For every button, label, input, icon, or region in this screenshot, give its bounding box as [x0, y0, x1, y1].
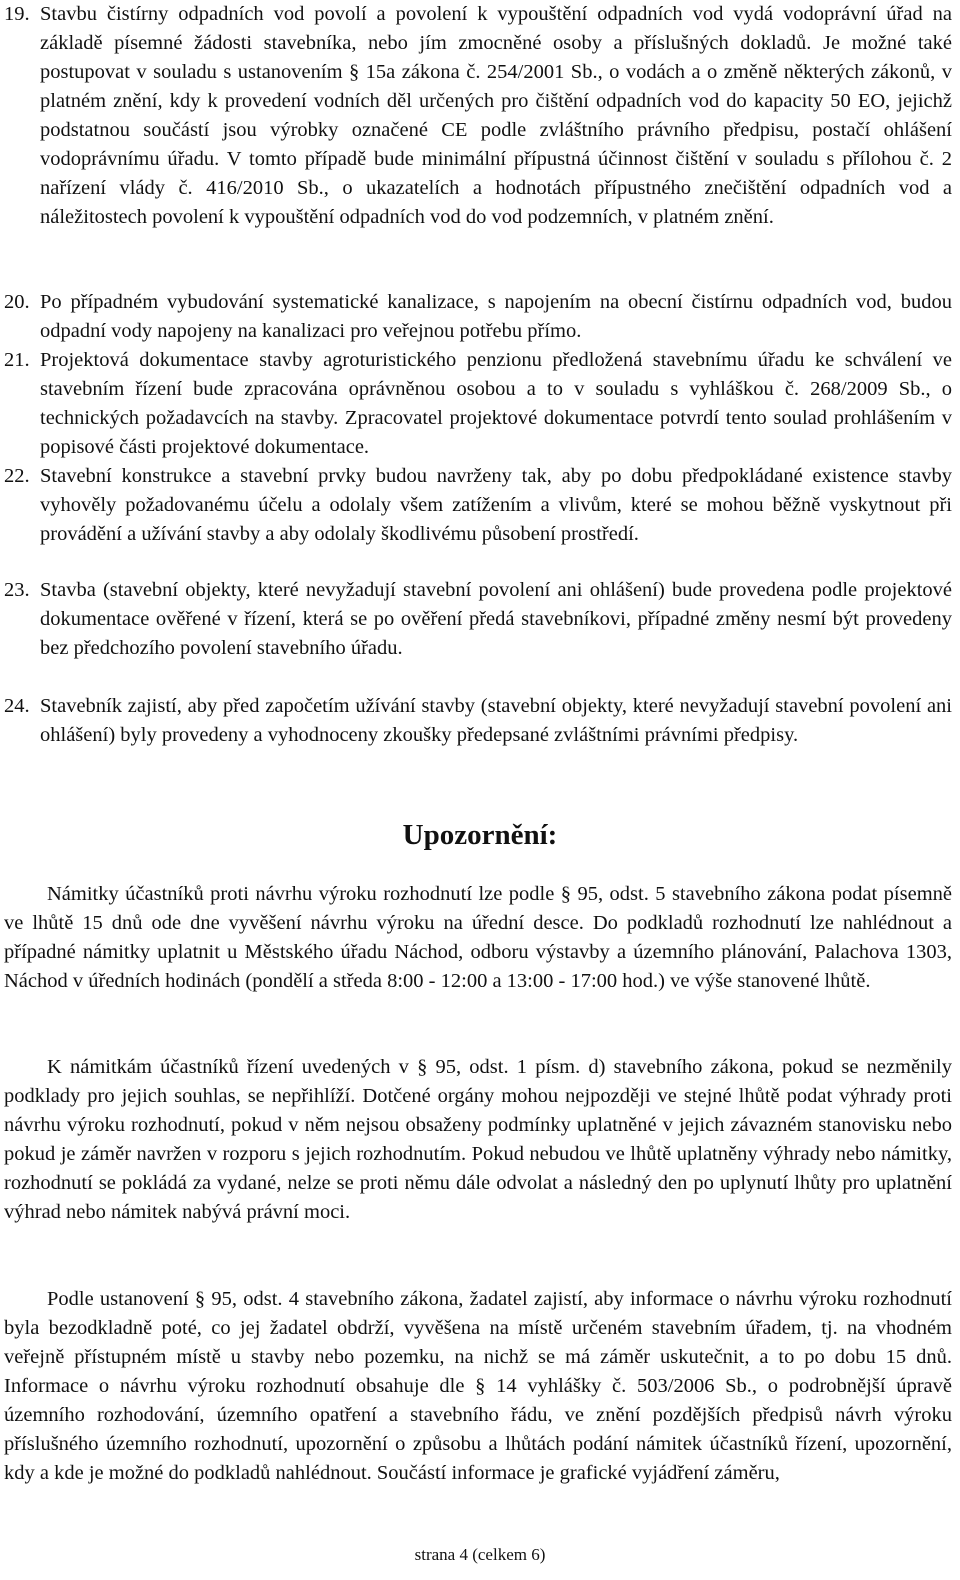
item-text: Po případném vybudování systematické kanalizace, s napojením na obecní čistírnu odpadních vod, budou odpadní vody napojeny na kanalizaci pro veřejnou potřebu přímo. [40, 291, 952, 342]
notice-paragraph-3: Podle ustanovení § 95, odst. 4 stavebního zákona, žadatel zajistí, aby informace o návrhu výroku rozhodnutí byla bezodkladně poté, co jej žadatel obdrží, vyvěšena na místě určeném stavebním úřadem, tj. na vhodném veřejně přístupném místě u stavby nebo pozemku, na nichž se má záměr uskutečnit, a to po dobu 15 dnů. Informace o návrhu výroku rozhodnutí obsahuje dle § 14 vyhlášky č. 503/2006 Sb., o podrobnější úpravě územního rozhodování, územního opatření a stavebního řádu, ve znění pozdějších předpisů návrh výroku příslušného územního rozhodnutí, upozornění o způsobu a lhůtách podání námitek účastníků řízení, upozornění, kdy a kde je možné do podkladů nahlédnout. Součástí informace je grafické vyjádření záměru, [4, 1288, 952, 1484]
condition-item-19 [0, 0, 952, 232]
item-number: 20. [4, 291, 30, 313]
item-number: 22. [4, 465, 30, 487]
item-number: 24. [4, 695, 30, 717]
item-number: 19. [4, 3, 30, 25]
condition-item-21 [0, 346, 952, 462]
item-number: 21. [4, 349, 30, 371]
condition-item-24 [0, 692, 952, 750]
condition-item-23 [0, 576, 952, 663]
item-number: 23. [4, 579, 30, 601]
item-text: Projektová dokumentace stavby agroturistického penzionu předložená stavebnímu úřadu ke schválení ve stavebním řízení bude zpracována oprávněnou osobou a to v souladu s vyhláškou č. 268/2009 Sb., o technických požadavcích na stavby. Zpracovatel projektové dokumentace potvrdí tento soulad prohlášením v popisové části projektové dokumentace. [40, 349, 952, 458]
page-number-footer: strana 4 (celkem 6) [414, 1545, 546, 1564]
item-text: Stavební konstrukce a stavební prvky budou navrženy tak, aby po dobu předpokládané existence stavby vyhověly požadovanému účelu a odolaly všem zatížením a vlivům, které se mohou běžně vyskytnout při provádění a užívání stavby a aby odolaly škodlivému působení prostředí. [40, 465, 952, 545]
item-text: Stavebník zajistí, aby před započetím užívání stavby (stavební objekty, které nevyžadují stavební povolení ani ohlášení) byly provedeny a vyhodnoceny zkoušky předepsané zvláštními právními předpisy. [40, 695, 952, 746]
item-text: Stavbu čistírny odpadních vod povolí a povolení k vypouštění odpadních vod vydá vodoprávní úřad na základě písemné žádosti stavebníka, nebo jím zmocněné osoby a příslušných dokladů. Je možné také postupovat v souladu s ustanovením § 15a zákona č. 254/2001 Sb., o vodách a o změně některých zákonů, v platném znění, kdy k provedení vodních děl určených pro čištění odpadních vod do kapacity 50 EO, jejichž podstatnou součástí jsou výrobky označené CE podle zvláštního právního předpisu, postačí ohlášení vodoprávnímu úřadu. V tomto případě bude minimální přípustná účinnost čištění v souladu s přílohou č. 2 nařízení vlády č. 416/2010 Sb., o ukazatelích a hodnotách přípustného znečištění odpadních vod a náležitostech povolení k vypouštění odpadních vod do vod podzemních, v platném znění. [40, 3, 952, 228]
condition-item-22 [0, 462, 952, 549]
notice-heading: Upozornění: [402, 819, 558, 851]
notice-paragraph-2: K námitkám účastníků řízení uvedených v § 95, odst. 1 písm. d) stavebního zákona, pokud se nezměnily podklady pro jejich souhlas, se nepřihlíží. Dotčené orgány mohou nejpozději ve stejné lhůtě podat výhrady proti návrhu výroku rozhodnutí, pokud v něm nejsou obsaženy podmínky uplatněné v jejich závazném stanovisku nebo pokud je záměr navržen v rozporu s jejich rozhodnutím. Pokud nebudou ve lhůtě uplatněny výhrady nebo námitky, rozhodnutí se pokládá za vydané, nelze se proti němu dále odvolat a následný den po uplynutí lhůty pro uplatnění výhrad nebo námitek nabývá právní moci. [4, 1056, 952, 1223]
item-text: Stavba (stavební objekty, které nevyžadují stavební povolení ani ohlášení) bude provedena podle projektové dokumentace ověřené v řízení, která se po ověření předá stavebníkovi, případné změny nesmí být provedeny bez předchozího povolení stavebního úřadu. [40, 579, 952, 659]
condition-item-20 [0, 288, 952, 346]
notice-paragraph-1: Námitky účastníků proti návrhu výroku rozhodnutí lze podle § 95, odst. 5 stavebního zákona podat písemně ve lhůtě 15 dnů ode dne vyvěšení návrhu výroku na úřední desce. Do podkladů rozhodnutí lze nahlédnout a případné námitky uplatnit u Městského úřadu Náchod, odboru výstavby a územního plánování, Palachova 1303, Náchod v úředních hodinách (pondělí a středa 8:00 - 12:00 a 13:00 - 17:00 hod.) ve výše stanovené lhůtě. [4, 883, 952, 992]
